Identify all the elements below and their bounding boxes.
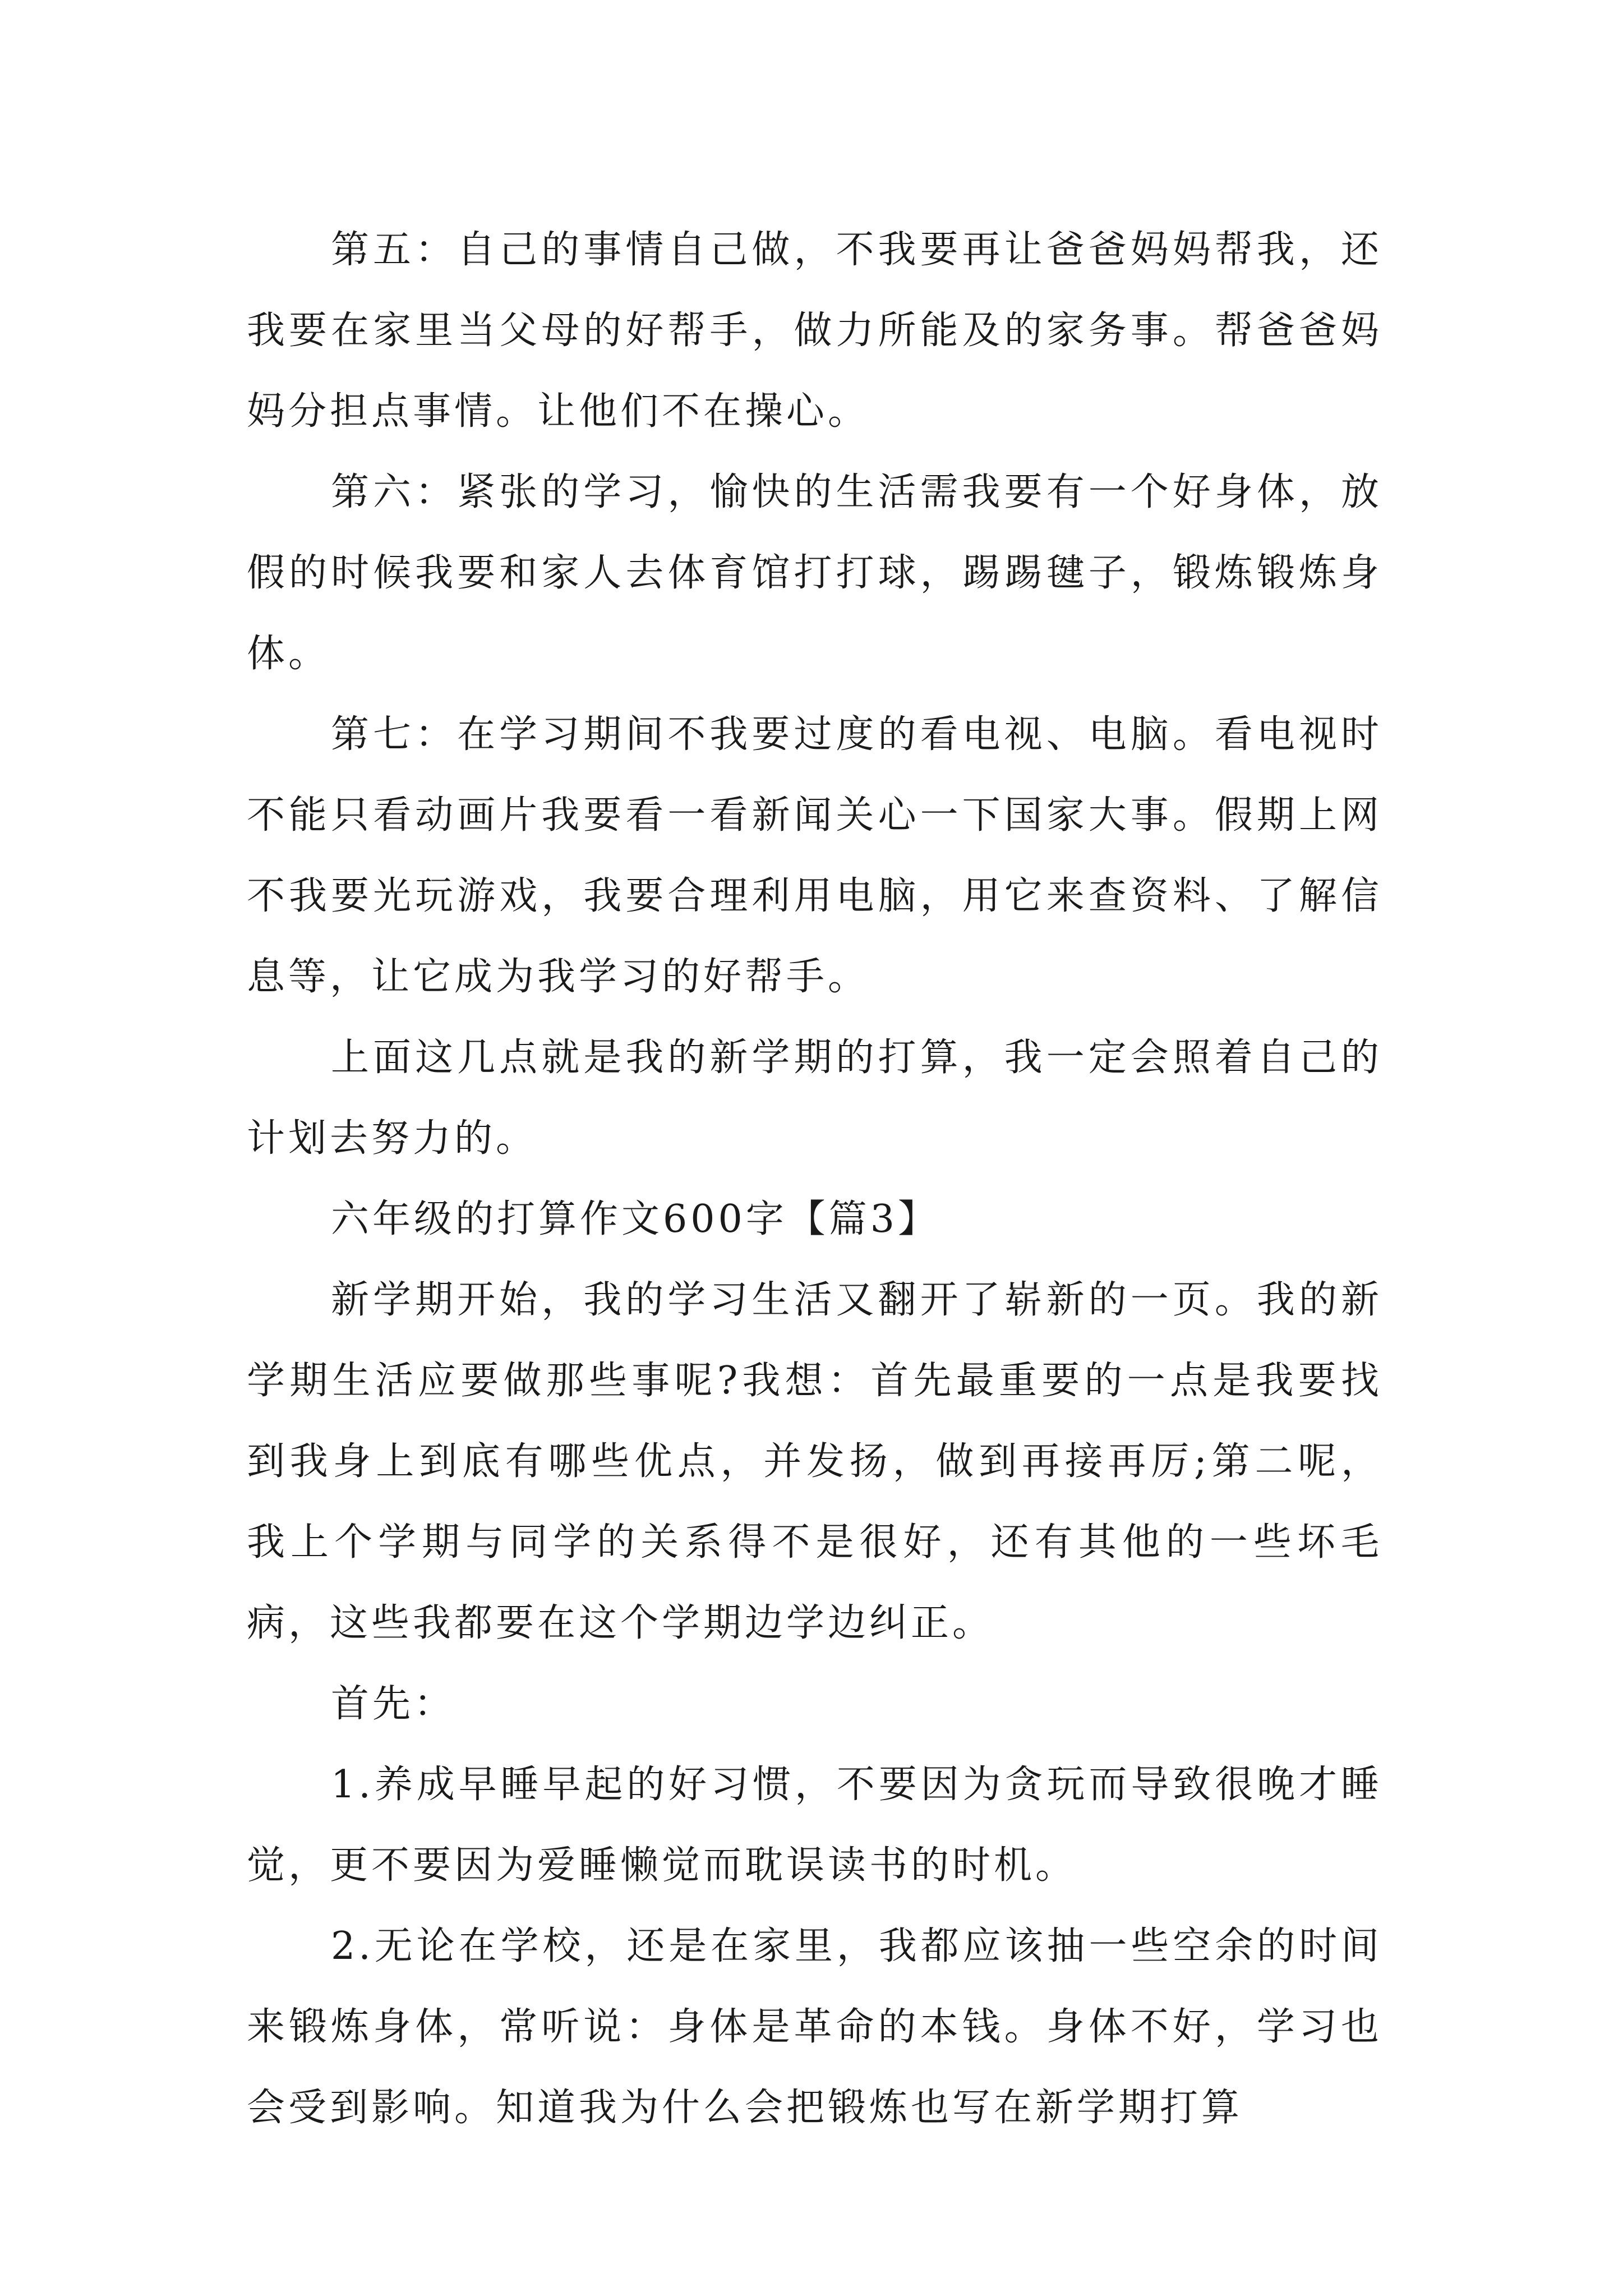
paragraph-intro: 新学期开始，我的学习生活又翻开了崭新的一页。我的新学期生活应要做那些事呢?我想：首先最重要的一点是我要找到我身上到底有哪些优点，并发扬，做到再接再厉;第二呢，我上个学期与同学的关系得不是很好，还有其他的一些坏毛病，这些我都要在这个学期边学边纠正。	[247, 1278, 1382, 1645]
paragraph-item-5: 第五：自己的事情自己做，不我要再让爸爸妈妈帮我，还我要在家里当父母的好帮手，做力所能及的家务事。帮爸爸妈妈分担点事情。让他们不在操心。	[247, 228, 1382, 434]
paragraph-item-7: 第七：在学习期间不我要过度的看电视、电脑。看电视时不能只看动画片我要看一看新闻关心一下国家大事。假期上网不我要光玩游戏，我要合理利用电脑，用它来查资料、了解信息等，让它成为我学习的好帮手。	[247, 712, 1382, 999]
paragraph-conclusion: 上面这几点就是我的新学期的打算，我一定会照着自己的计划去努力的。	[247, 1036, 1382, 1161]
paragraph-item-6: 第六：紧张的学习，愉快的生活需我要有一个好身体，放假的时候我要和家人去体育馆打打球，踢踢毽子，锻炼锻炼身体。	[247, 470, 1382, 676]
section-heading: 六年级的打算作文600字【篇3】	[331, 1197, 940, 1241]
paragraph-first: 首先：	[331, 1682, 456, 1726]
paragraph-point-1: 1.养成早睡早起的好习惯，不要因为贪玩而导致很晚才睡觉，更不要因为爱睡懒觉而耽误读书的时机。	[247, 1763, 1382, 1888]
paragraph-point-2: 2.无论在学校，还是在家里，我都应该抽一些空余的时间来锻炼身体，常听说：身体是革命的本钱。身体不好，学习也会受到影响。知道我为什么会把锻炼也写在新学期打算	[247, 1924, 1382, 2130]
document-body	[247, 210, 1382, 2148]
